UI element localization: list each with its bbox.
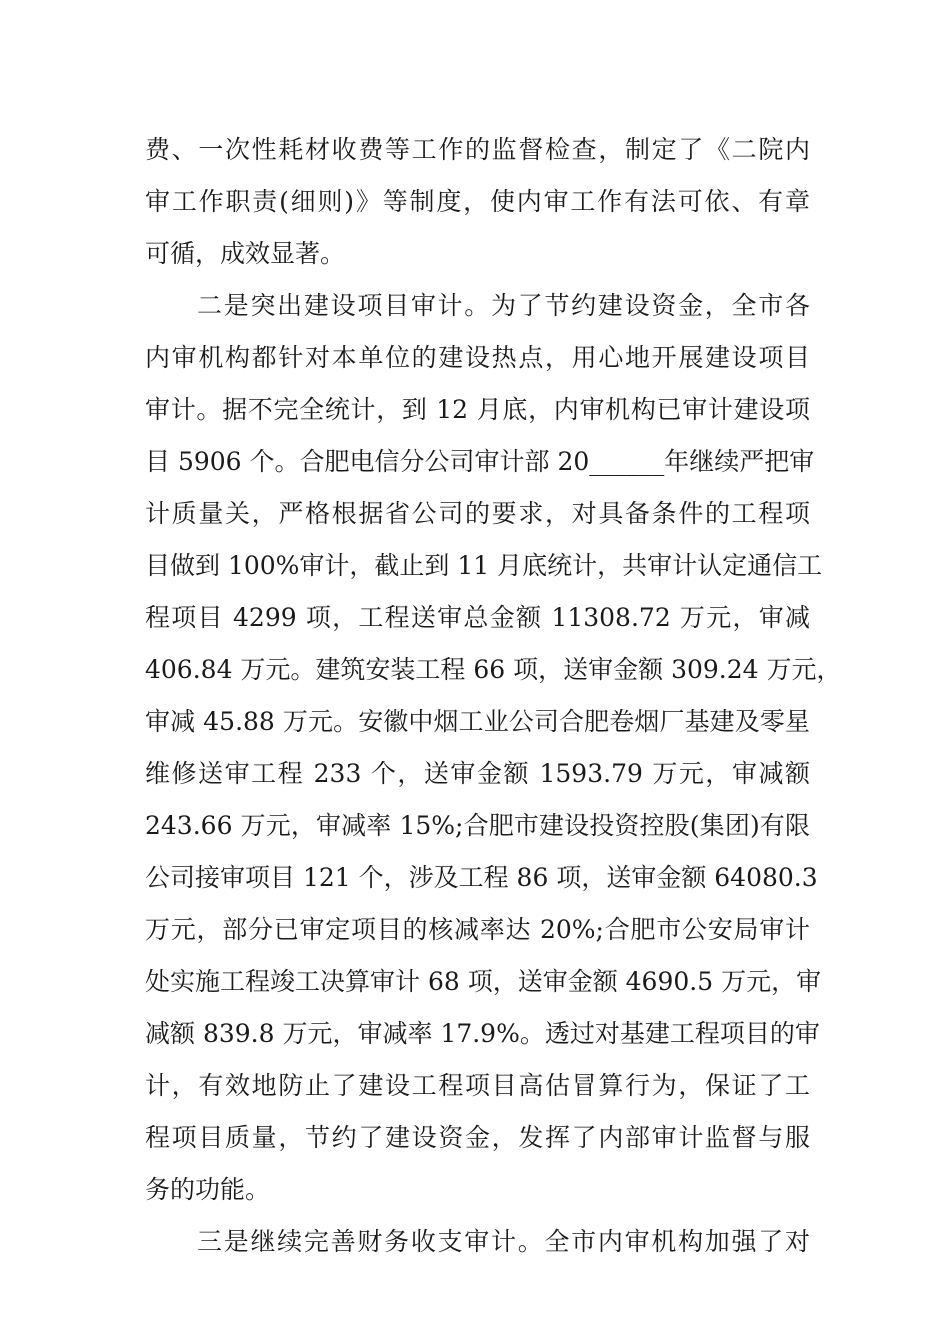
text-line: 程项目 4299 项，工程送审总金额 11308.72 万元，审减 xyxy=(145,603,810,632)
text-line: 程项目质量，节约了建设资金，发挥了内部审计监督与服 xyxy=(145,1123,810,1152)
text-line: 计，有效地防止了建设工程项目高估冒算行为，保证了工 xyxy=(145,1071,810,1100)
paragraph-start-line: 三是继续完善财务收支审计。全市内审机构加强了对 xyxy=(197,1227,810,1256)
text-line: 目做到 100%审计，截止到 11 月底统计，共审计认定通信工 xyxy=(145,551,823,580)
text-line: 减额 839.8 万元，审减率 17.9%。透过对基建工程项目的审 xyxy=(145,1019,820,1048)
text-line: 维修送审工程 233 个，送审金额 1593.79 万元，审减额 xyxy=(145,759,810,788)
text-line: 务的功能。 xyxy=(145,1175,271,1204)
text-line: 费、一次性耗材收费等工作的监督检查，制定了《二院内 xyxy=(145,135,810,164)
text-line: 万元，部分已审定项目的核减率达 20%;合肥市公安局审计 xyxy=(145,915,810,944)
text-line: 可循，成效显著。 xyxy=(145,239,346,268)
text-line: 审减 45.88 万元。安徽中烟工业公司合肥卷烟厂基建及零星 xyxy=(145,707,810,736)
text-line: 公司接审项目 121 个，涉及工程 86 项，送审金额 64080.3 xyxy=(145,863,818,892)
document-body xyxy=(145,124,842,1268)
text-line: 计质量关，严格根据省公司的要求，对具备条件的工程项 xyxy=(145,499,810,528)
text-line: 内审机构都针对本单位的建设热点，用心地开展建设项目 xyxy=(145,343,810,372)
text-line: 审工作职责(细则)》等制度，使内审工作有法可依、有章 xyxy=(145,187,810,216)
text-line: 目 5906 个。合肥电信分公司审计部 20______年继续严把审 xyxy=(145,447,815,476)
paragraph-start-line: 二是突出建设项目审计。为了节约建设资金，全市各 xyxy=(197,291,810,320)
text-line: 处实施工程竣工决算审计 68 项，送审金额 4690.5 万元，审 xyxy=(145,967,822,996)
text-line: 审计。据不完全统计，到 12 月底，内审机构已审计建设项 xyxy=(145,395,810,424)
text-line: 406.84 万元。建筑安装工程 66 项，送审金额 309.24 万元， xyxy=(145,655,842,684)
text-line: 243.66 万元，审减率 15%;合肥市建设投资控股(集团)有限 xyxy=(145,811,810,840)
